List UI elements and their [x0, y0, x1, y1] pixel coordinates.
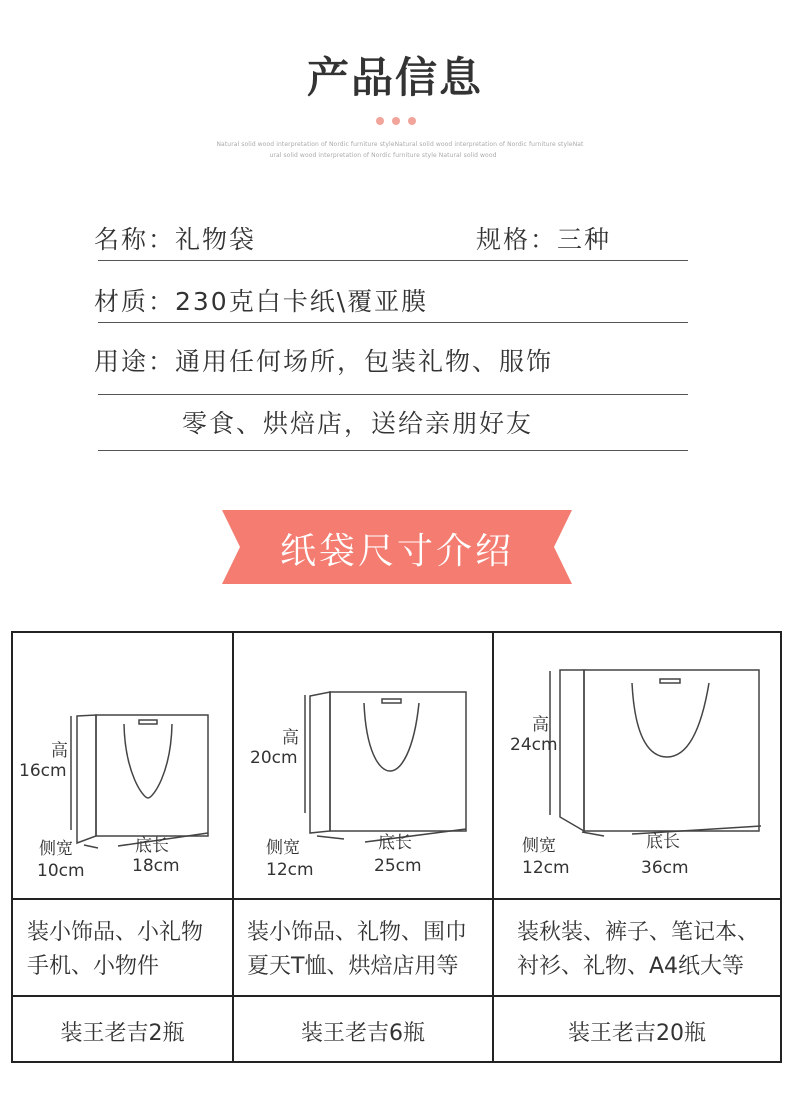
capacity-small: 装王老吉2瓶 [60, 1021, 185, 1046]
divider [98, 394, 688, 395]
height-value: 20cm [250, 748, 298, 768]
side-width-label: 侧宽 [266, 838, 300, 858]
usage-line: 装小饰品、礼物、围巾 [247, 920, 468, 945]
usage-line: 手机、小物件 [27, 954, 160, 979]
usage-line: 衬衫、礼物、A4纸大等 [517, 954, 745, 979]
base-length-label: 底长 [135, 836, 169, 856]
size-table [11, 631, 782, 1063]
divider [98, 260, 688, 261]
product-material: 材质：230克白卡纸\覆亚膜 [94, 287, 429, 316]
subtitle-line-2: ural solid wood interpretation of Nordic furniture style Natural solid wood [269, 152, 497, 159]
height-label: 高 [51, 741, 68, 761]
usage-text-medium [247, 916, 467, 984]
height-value: 24cm [510, 735, 558, 755]
usage-line: 装小饰品、小礼物 [27, 920, 204, 945]
side-width-value: 12cm [522, 858, 570, 878]
base-length-label: 底长 [646, 832, 680, 852]
bag-cell-medium [234, 633, 492, 898]
banner-title: 纸袋尺寸介绍 [279, 531, 514, 572]
dot-icon [376, 117, 384, 125]
usage-text-small [27, 916, 203, 984]
dot-icon [408, 117, 416, 125]
usage-text-large [517, 916, 759, 984]
bag-cell-large [494, 633, 780, 898]
usage-line: 夏天T恤、烘焙店用等 [247, 954, 459, 979]
product-name: 名称：礼物袋 [94, 225, 257, 254]
divider [98, 450, 688, 451]
side-width-label: 侧宽 [39, 839, 73, 859]
capacity-medium: 装王老吉6瓶 [301, 1021, 425, 1046]
side-width-label: 侧宽 [522, 836, 556, 856]
height-value: 16cm [19, 761, 67, 781]
product-usage-continued: 零食、烘焙店，送给亲朋好友 [182, 409, 534, 438]
height-label: 高 [532, 715, 549, 735]
side-width-value: 12cm [266, 860, 314, 880]
subtitle-line-1: Natural solid wood interpretation of Nordic furniture styleNatural solid wood interpretation of Nordic furniture styleNat [216, 141, 584, 148]
table-divider [13, 898, 780, 900]
divider [98, 322, 688, 323]
product-usage: 用途：通用任何场所，包装礼物、服饰 [94, 347, 554, 376]
dot-icon [392, 117, 400, 125]
usage-line: 装秋装、裤子、笔记本、 [517, 920, 760, 945]
side-width-value: 10cm [37, 861, 85, 881]
section-banner [222, 510, 572, 584]
table-divider [13, 995, 780, 997]
bag-cell-small [13, 633, 232, 898]
decorative-dots [376, 117, 416, 125]
page-title: 产品信息 [306, 53, 483, 102]
product-spec: 规格：三种 [476, 225, 612, 254]
base-length-value: 36cm [641, 858, 689, 878]
base-length-label: 底长 [378, 833, 412, 853]
base-length-value: 25cm [374, 856, 422, 876]
capacity-large: 装王老吉20瓶 [568, 1021, 706, 1046]
height-label: 高 [282, 728, 299, 748]
base-length-value: 18cm [132, 856, 180, 876]
